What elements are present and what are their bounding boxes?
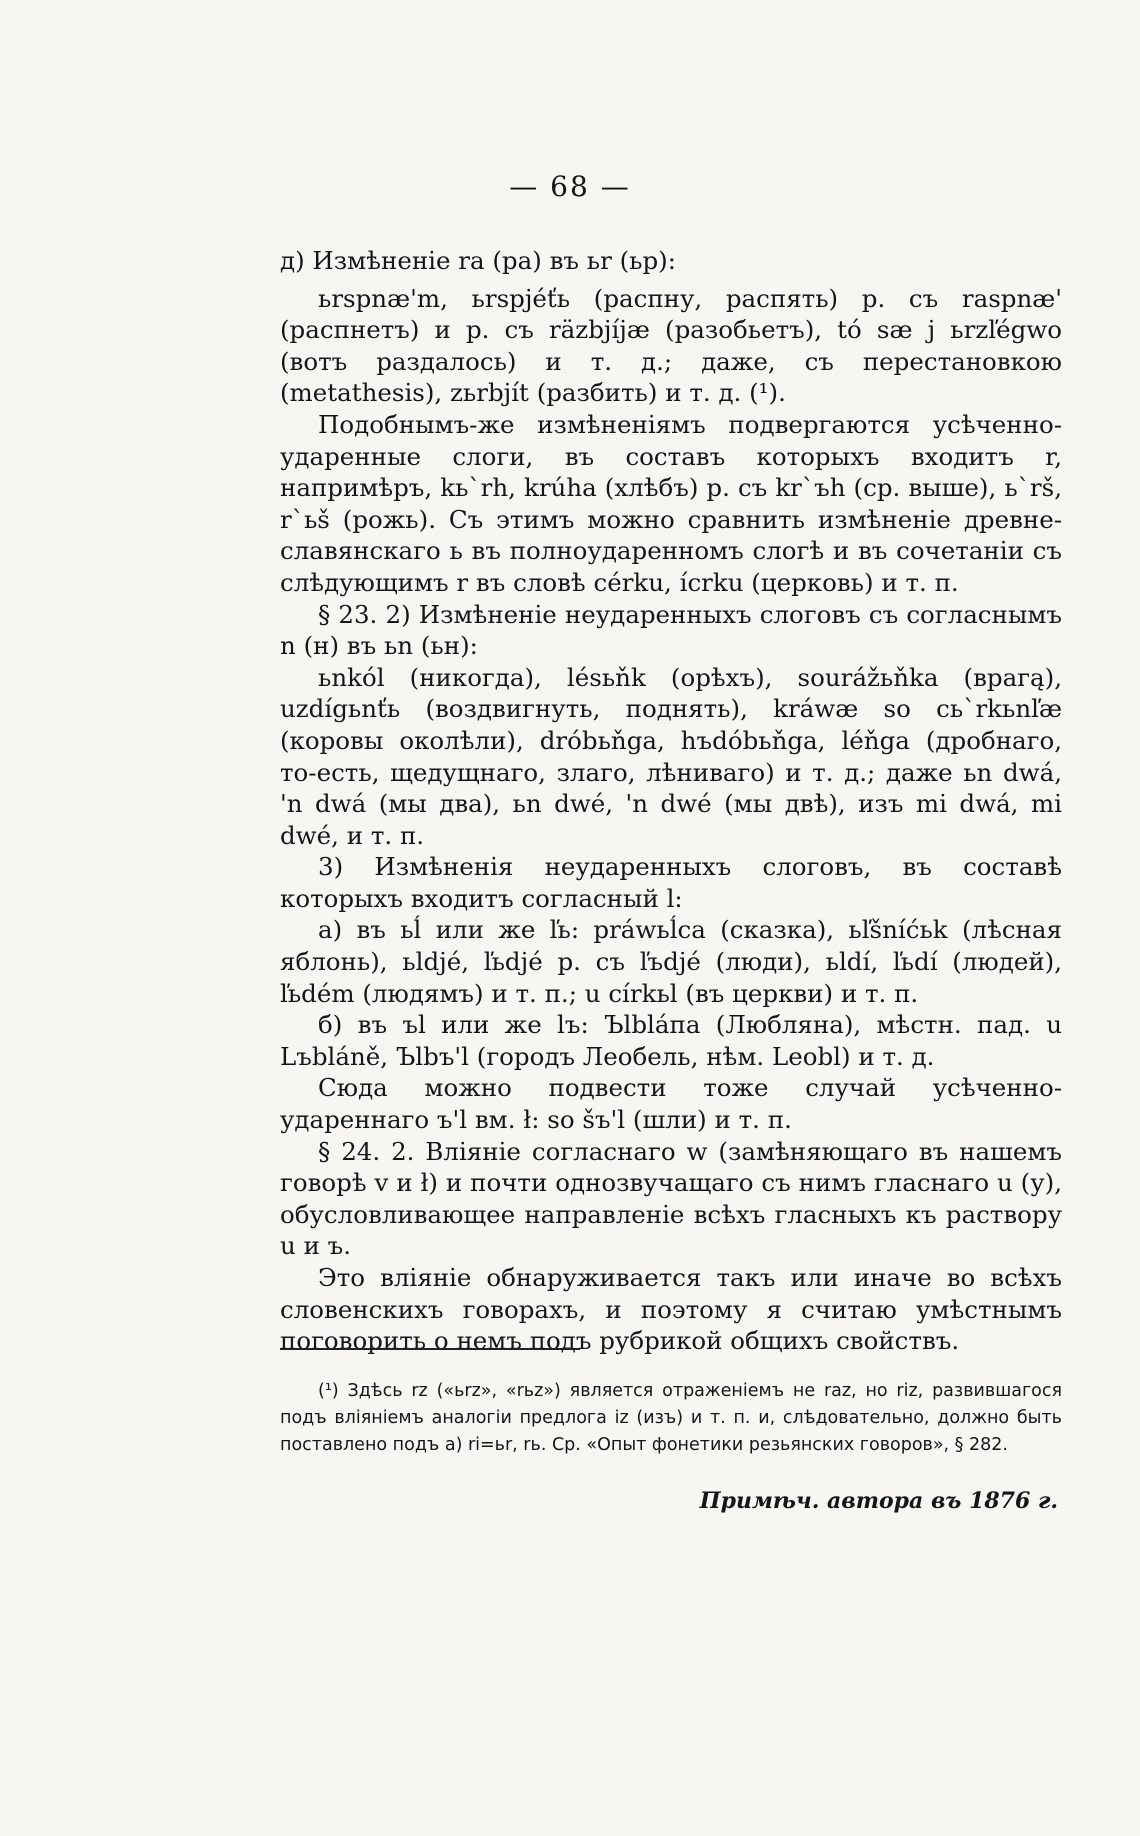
section-heading-d: д) Измѣненіе ra (ра) въ ьr (ьр): [280,246,676,275]
paragraph-examples-ra: ьrspnæ'm, ьrspjéťь (распну, распять) р. съ raspnæ' (распнетъ) и р. съ räzbjíjæ (разобьетъ), tó sæ j ьrzľégwo (вотъ раздалось) и т. д.; даже, съ перестановкою (metathesis), zьrbjít (разбить) и т. д. (¹). [280,283,1062,408]
paragraph-heading-l: 3) Измѣненія неударенныхъ слоговъ, въ составѣ которыхъ входитъ согласный l: [280,852,1062,913]
main-text [280,245,1062,1357]
page-number: — 68 — [509,170,631,203]
section-heading-23: § 23. 2) Измѣненіе неударенныхъ слоговъ съ согласнымъ n (н) въ ьn (ьн): [280,599,1062,661]
footnote-divider [280,1348,580,1350]
footnote [280,1378,1062,1459]
footnote-text: (¹) Здѣсь rz («ьrz», «rьz») является отраженіемъ не raz, но riz, развившагося подъ вліяніемъ аналогіи предлога iz (изъ) и т. п. и, слѣдовательно, должно быть поставлено подъ а) ri=ьr, rь. Ср. «Опыт фонетики резьянских говоров», § 282. [280,1381,1062,1455]
paragraph-comparison: Сюда можно подвести тоже случай усѣченно-удареннаго ъ'l вм. ł: so šъ'l (шли) и т. п. [280,1073,1062,1135]
section-heading-24: § 24. 2. Вліяніе согласнаго w (замѣняющаго въ нашемъ говорѣ v и ł) и почти однозвучащаго съ нимъ гласнаго u (у), обусловливающее направленіе всѣхъ гласныхъ къ раствору u и ъ. [280,1136,1062,1261]
paragraph-influence: Это вліяніе обнаруживается такъ или иначе во всѣхъ словенскихъ говорахъ, и поэтому я считаю умѣстнымъ поговорить о немъ подъ рубрикой общихъ свойствъ. [280,1263,1062,1356]
footnote-signature: Примѣч. автора въ 1876 г. [699,1488,1058,1514]
paragraph-sub-a: а) въ ьĺ или же ľь: práwьĺca (сказка), ьľšníćьk (лѣсная яблонь), ьldjé, ľьdjé р. съ ľъdjé (люди), ьldí, ľьdí (людей), ľьdém (людямъ) и т. п.; u církьl (въ церкви) и т. п. [280,915,1062,1008]
paragraph-examples-n: ьnkól (никогда), lésьňk (орѣхъ), sourážьňka (врагą), uzdígьnťь (воздвигнуть, поднять), kráwæ so сь`rkьnľæ (коровы околѣли), dróbьňga, hъdóbьňga, léňga (дробнаго, то-есть, щедущнаго, злаго, лѣниваго) и т. д.; даже ьn dwá, 'n dwá (мы два), ьn dwé, 'n dwé (мы двѣ), изъ mi dwá, mi dwé, и т. п. [280,662,1062,850]
paragraph-sub-b: б) въ ъl или же lъ: Ъlbláпa (Любляна), мѣстн. пад. u Lъbláně, Ъlbъ'l (городъ Леобель, нѣм. Leobl) и т. д. [280,1010,1062,1071]
paragraph-truncated-syllables: Подобнымъ-же измѣненіямъ подвергаются усѣченно-ударенные слоги, въ составъ которыхъ входитъ r, напримѣръ, kь`rh, krúha (хлѣбъ) р. съ kr`ъh (ср. выше), ь`rš, r`ьš (рожь). Съ этимъ можно сравнить измѣненіе древне-славянскаго ь въ полноударенномъ слогѣ и въ сочетаніи съ слѣдующимъ r въ словѣ cérku, ícrku (церковь) и т. п. [280,409,1062,597]
